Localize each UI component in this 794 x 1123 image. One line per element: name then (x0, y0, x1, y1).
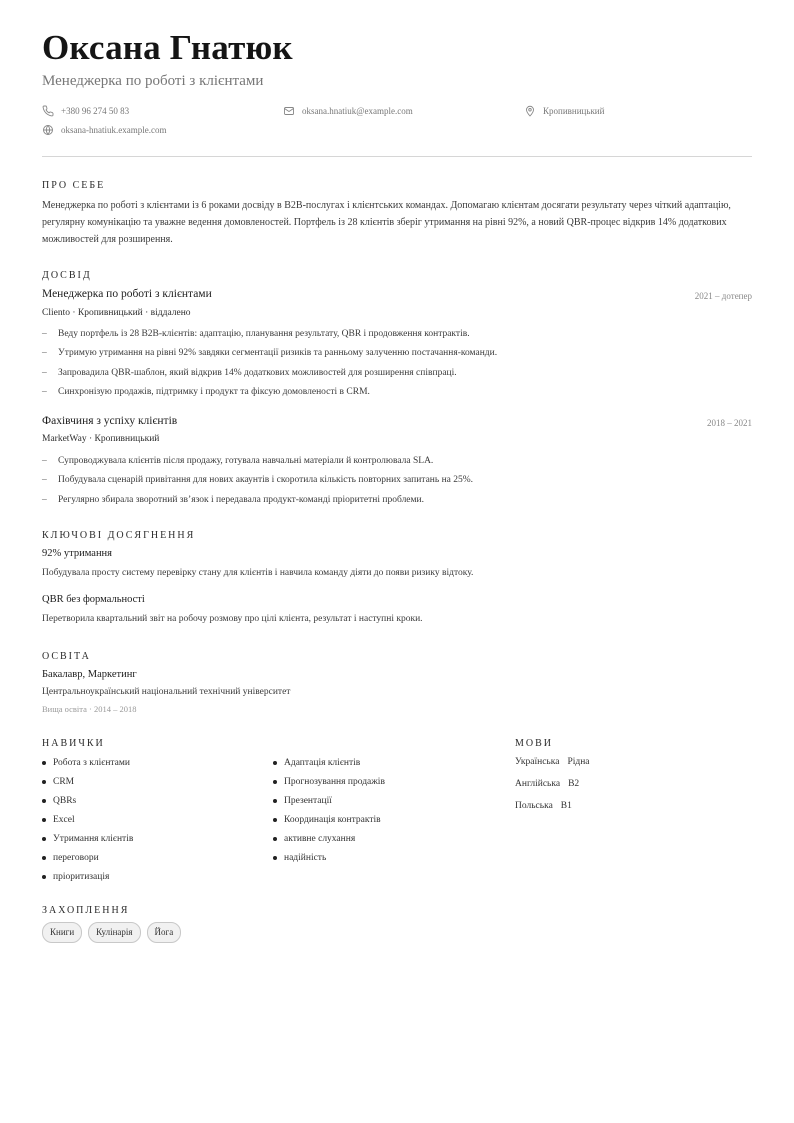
language-item (515, 801, 572, 811)
job-bullet: – Синхронізую продажів, підтримку і продукт та фіксую домовленості в CRM. (42, 386, 748, 405)
contact-location (524, 105, 604, 117)
about-text: Менеджерка по роботі з клієнтами із 6 роками досвіду в B2B-послугах і клієнтських командах. Допомагаю клієнтам досягати результату через чіткий адаптацію, регулярну комунікацію та уважне ведення домовленостей. Портфель із 28 клієнтів зберіг утримання на рівні 92%, а новий QBR-процес відкрив 14% додаткових можливостей для розширення. (42, 200, 731, 245)
language-item (515, 757, 590, 767)
language-level: Рідна (567, 757, 590, 767)
header-divider (42, 156, 752, 157)
language-name: Польська (515, 801, 553, 811)
contact-website-text[interactable]: oksana-hnatiuk.example.com (61, 125, 167, 135)
job-bullet: – Запровадила QBR-шаблон, який відкрив 14% додаткових можливостей для розширення співпраці. (42, 367, 748, 386)
job-bullets (42, 455, 748, 513)
skill-item: надійність (273, 852, 385, 871)
section-title-about: ПРО СЕБЕ (42, 180, 106, 191)
education-meta: Вища освіта · 2014 – 2018 (42, 704, 137, 714)
contact-location-text: Кропивницький (543, 106, 605, 116)
skill-item: Утримання клієнтів (42, 833, 133, 852)
achievement-title: 92% утримання (42, 548, 113, 559)
language-name: Українська (515, 757, 560, 767)
job-bullet: – Побудувала сценарій привітання для нових акаунтів і скоротила кількість повторних запитань на 25%. (42, 474, 748, 493)
skill-item: пріоритизація (42, 871, 133, 890)
candidate-name: Оксана Гнатюк (42, 28, 293, 67)
job-bullet: – Регулярно збирала зворотний зв’язок і передавала продукт-команді пріоритетні проблеми. (42, 494, 748, 513)
job-date: 2018 – 2021 (707, 418, 752, 428)
language-name: Англійська (515, 779, 561, 789)
phone-icon (42, 105, 54, 117)
location-pin-icon (524, 105, 536, 117)
contact-website (42, 124, 166, 136)
skill-item: Прогнозування продажів (273, 776, 385, 795)
job-date: 2021 – дотепер (694, 291, 752, 301)
skill-item: Excel (42, 814, 133, 833)
candidate-role: Менеджерка по роботі з клієнтами (42, 73, 264, 89)
hobby-tag: Книги (42, 922, 82, 943)
skill-item: переговори (42, 852, 133, 871)
section-title-achievements: КЛЮЧОВІ ДОСЯГНЕННЯ (42, 530, 196, 541)
section-title-skills: НАВИЧКИ (42, 738, 105, 749)
achievement-title: QBR без формальності (42, 594, 145, 605)
skills-column-1 (42, 757, 133, 890)
skill-item: CRM (42, 776, 133, 795)
section-title-languages: МОВИ (515, 738, 554, 749)
skill-item: QBRs (42, 795, 133, 814)
language-item (515, 779, 579, 789)
achievement-desc: Побудувала просту систему перевірку стану для клієнтів і навчила команду діяти до появи ризику відтоку. (42, 568, 474, 578)
globe-icon (42, 124, 54, 136)
education-degree: Бакалавр, Маркетинг (42, 669, 137, 680)
mail-icon (283, 105, 295, 117)
contact-email-text[interactable]: oksana.hnatiuk@example.com (302, 106, 413, 116)
language-level: B1 (560, 801, 572, 811)
job-company: MarketWay · Кропивницький (42, 434, 160, 444)
skill-item: Презентації (273, 795, 385, 814)
achievement-desc: Перетворила квартальний звіт на робочу розмову про цілі клієнта, результат і наступні кроки. (42, 614, 423, 624)
language-level: B2 (568, 779, 580, 789)
job-title: Фахівчиня з успіху клієнтів (42, 415, 178, 427)
hobby-tag: Кулінарія (88, 922, 140, 943)
contact-phone (42, 105, 129, 117)
section-title-hobbies: ЗАХОПЛЕННЯ (42, 905, 130, 916)
skills-column-2 (273, 757, 385, 871)
contact-email (283, 105, 413, 117)
job-title: Менеджерка по роботі з клієнтами (42, 288, 212, 300)
job-bullet: – Утримую утримання на рівні 92% завдяки сегментації ризиків та ранньому залученню постачання-команди. (42, 347, 748, 366)
job-company: Cliento · Кропивницький · віддалено (42, 308, 191, 318)
job-bullet: – Супроводжувала клієнтів після продажу, готувала навчальні матеріали й контролювала SLA. (42, 455, 748, 474)
education-school: Центральноукраїнський національний технічний університет (42, 687, 291, 697)
skill-item: Адаптація клієнтів (273, 757, 385, 776)
hobby-tag: Йога (147, 922, 182, 943)
contact-phone-text: +380 96 274 50 83 (61, 106, 130, 116)
skill-item: Координація контрактів (273, 814, 385, 833)
skill-item: активне слухання (273, 833, 385, 852)
job-bullets (42, 328, 748, 405)
section-title-education: ОСВІТА (42, 651, 91, 662)
skill-item: Робота з клієнтами (42, 757, 133, 776)
job-bullet: – Веду портфель із 28 B2B-клієнтів: адаптацію, планування результату, QBR і продовження контрактів. (42, 328, 748, 347)
section-title-experience: ДОСВІД (42, 270, 92, 281)
hobby-tags (42, 922, 181, 943)
